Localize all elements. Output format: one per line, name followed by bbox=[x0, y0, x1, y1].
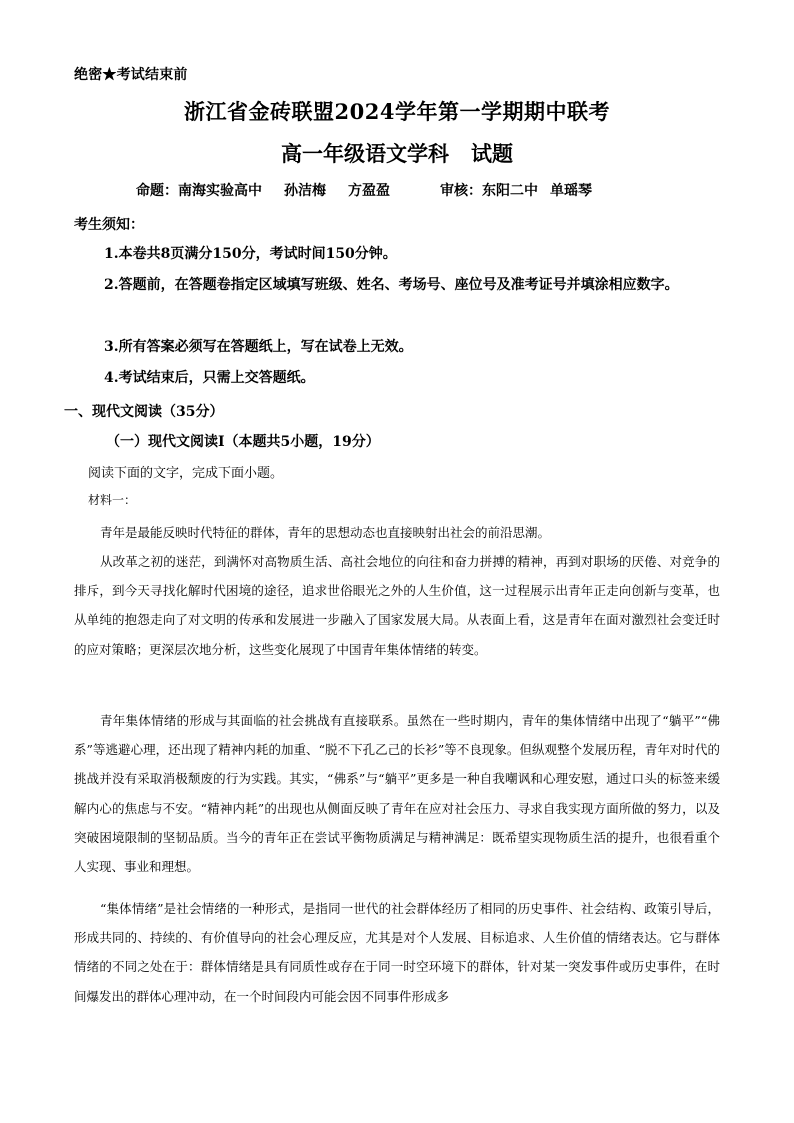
author-name: 孙洁梅 bbox=[284, 183, 326, 199]
author-name: 方盈盈 bbox=[348, 183, 390, 199]
section-heading: 一、现代文阅读（35分） bbox=[64, 404, 224, 420]
body-paragraph: 青年是最能反映时代特征的群体，青年的思想动态也直接映射出社会的前沿思潮。 bbox=[100, 525, 551, 540]
instruction-item: 1.本卷共8页满分150分，考试时间150分钟。 bbox=[104, 246, 397, 262]
instruction-item: 2.答题前，在答题卷指定区域填写班级、姓名、考场号、座位号及准考证号并填涂相应数字。 bbox=[104, 277, 679, 293]
exam-subtitle bbox=[0, 138, 794, 168]
compose-label: 命题：南海实验高中 bbox=[136, 183, 262, 199]
body-paragraph: 青年集体情绪的形成与其面临的社会挑战有直接联系。虽然在一些时期内，青年的集体情绪中出现了“躺平”“佛系”等逃避心理，还出现了精神内耗的加重、“脱不下孔乙己的长衫”等不良现象。但纵观整个发展历程，青年对时代的挑战并没有采取消极颓废的行为实践。其实，“佛系”与“躺平”更多是一种自我嘲讽和心理安慰，通过口头的标签来缓解内心的焦虑与不安。“精神内耗”的出现也从侧面反映了青年在应对社会压力、寻求自我实现方面所做的努力，以及突破困境限制的坚韧品质。当今的青年正在尝试平衡物质满足与精神满足：既希望实现物质生活的提升，也很看重个人实现、事业和理想。 bbox=[74, 713, 720, 875]
body-paragraph: “集体情绪”是社会情绪的一种形式，是指同一世代的社会群体经历了相同的历史事件、社会结构、政策引导后，形成共同的、持续的、有价值导向的社会心理反应，尤其是对个人发展、目标追求、人生价值的情绪表达。它与群体情绪的不同之处在于：群体情绪是具有同质性或存在于同一时空环境下的群体，针对某一突发事件或历史事件，在时间爆发出的群体心理冲动，在一个时间段内可能会因不同事件形成多 bbox=[74, 901, 720, 1004]
subject-label: 高一年级语文学科 bbox=[281, 141, 449, 166]
material-label: 材料一： bbox=[88, 493, 137, 507]
subsection-heading: （一）现代文阅读Ⅰ（本题共5小题，19分） bbox=[106, 434, 380, 450]
author-line bbox=[136, 180, 592, 200]
exam-title: 浙江省金砖联盟2024学年第一学期期中联考 bbox=[184, 99, 610, 124]
instructions-heading: 考生须知： bbox=[74, 217, 144, 233]
review-label: 审核：东阳二中 bbox=[440, 183, 538, 199]
instruction-item: 4.考试结束后，只需上交答题纸。 bbox=[104, 370, 315, 386]
reviewer-name: 单瑶琴 bbox=[550, 183, 592, 199]
confidential-label: 绝密★考试结束前 bbox=[74, 67, 188, 83]
instruction-item: 3.所有答案必须写在答题纸上，写在试卷上无效。 bbox=[104, 339, 413, 355]
body-paragraph: 从改革之初的迷茫，到满怀对高物质生活、高社会地位的向往和奋力拼搏的精神，再到对职场的厌倦、对竞争的排斥，到今天寻找化解时代困境的途径，追求世俗眼光之外的人生价值，这一过程展示出青年正走向创新与变革，也从单纯的抱怨走向了对文明的传承和发展进一步融入了国家发展大局。从表面上看，这是青年在面对激烈社会变迁时的应对策略；更深层次地分析，这些变化展现了中国青年集体情绪的转变。 bbox=[74, 554, 720, 657]
paper-type-label: 试题 bbox=[471, 141, 513, 166]
reading-instruction: 阅读下面的文字，完成下面小题。 bbox=[88, 466, 284, 481]
